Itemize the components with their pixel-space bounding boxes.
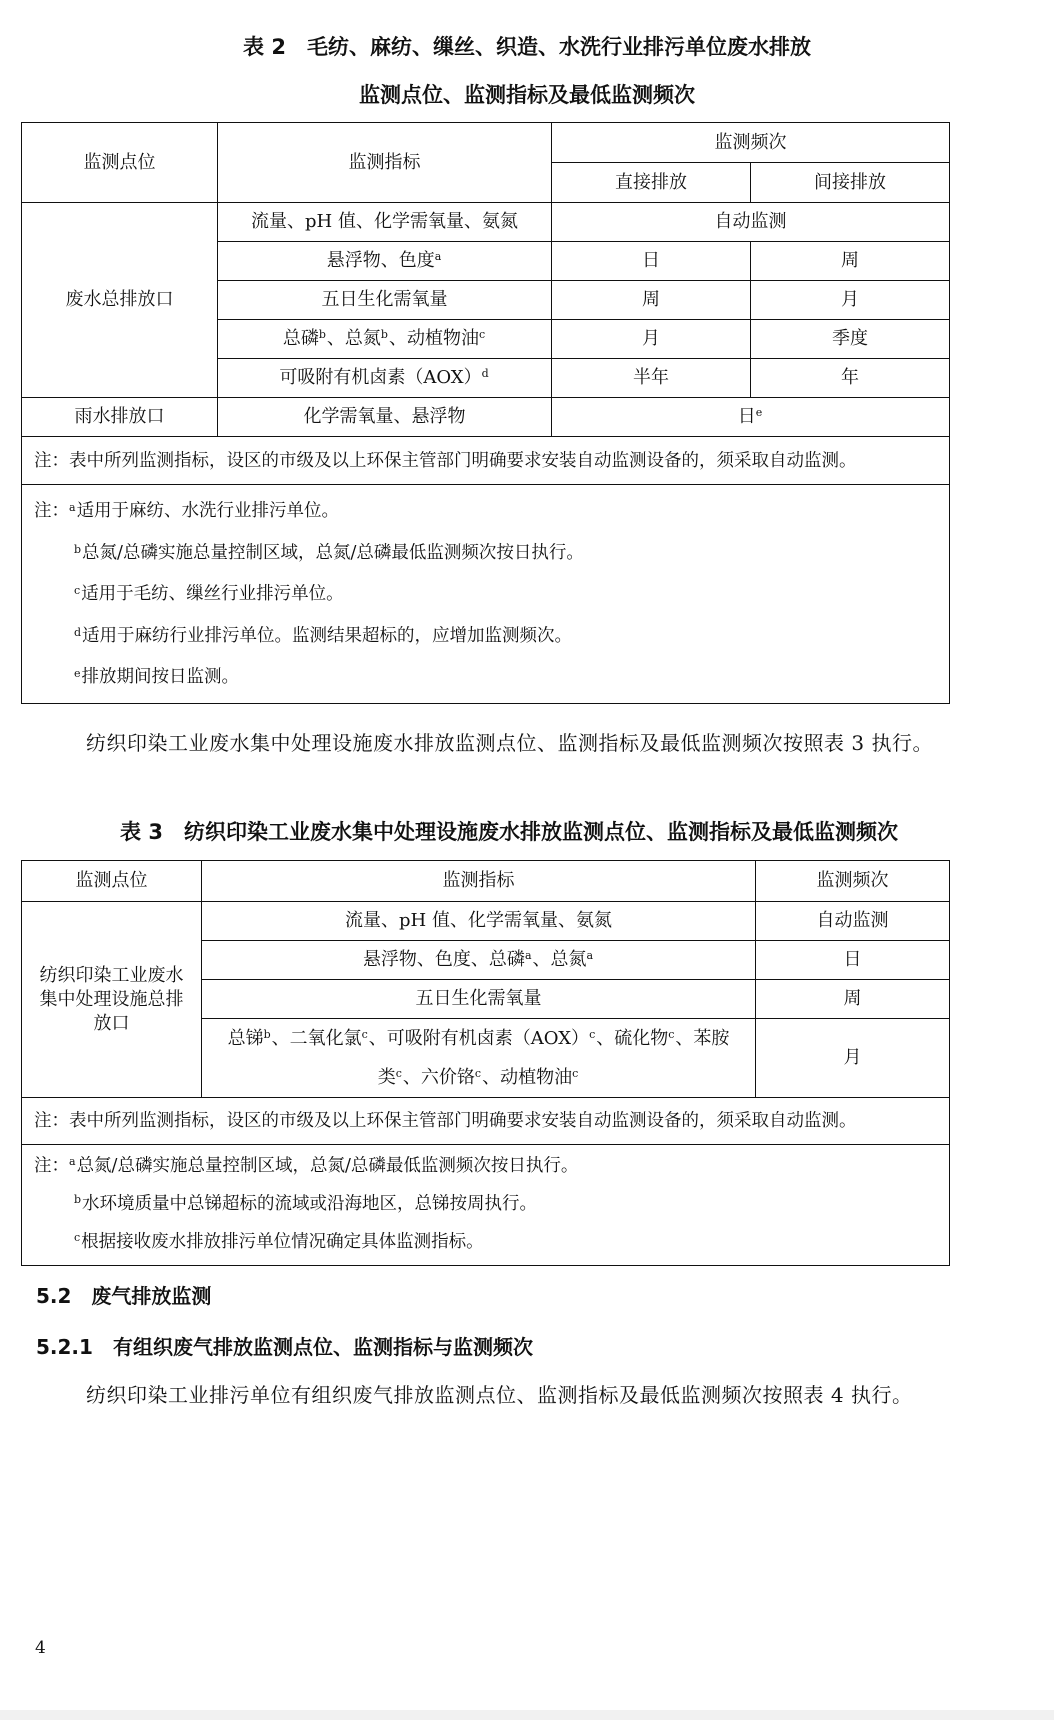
footnote-text: 总氮/总磷实施总量控制区域，总氮/总磷最低监测频次按日执行。 xyxy=(82,542,584,563)
footnote-mark: c xyxy=(478,328,486,341)
table2-frequency-direct: 半年 xyxy=(552,359,751,398)
table-row xyxy=(22,398,950,437)
footnote-mark: c xyxy=(474,1067,482,1080)
page-edge xyxy=(0,1710,1054,1720)
indicator-text: 类 xyxy=(377,1067,396,1088)
footnote-text: 适用于毛纺、缫丝行业排污单位。 xyxy=(81,584,344,604)
table3 xyxy=(21,860,950,1266)
footnote xyxy=(34,533,937,575)
footnote-prefix: 注： xyxy=(34,501,69,521)
table3-indicator: 五日生化需氧量 xyxy=(202,980,756,1019)
footnote-text: 水环境质量中总锑超标的流域或沿海地区，总锑按周执行。 xyxy=(82,1194,538,1214)
footnote-mark: e xyxy=(74,667,81,680)
table3-frequency: 自动监测 xyxy=(756,902,950,941)
frequency-text: 日 xyxy=(737,406,756,427)
table3-header-indicator: 监测指标 xyxy=(202,861,756,902)
indicator-text: 总锑 xyxy=(227,1028,264,1049)
table3-frequency: 周 xyxy=(756,980,950,1019)
indicator-text: 、硫化物 xyxy=(596,1028,669,1049)
indicator-text: 、二氧化氯 xyxy=(271,1028,362,1049)
table2-indicator xyxy=(218,359,552,398)
table2-frequency-merged xyxy=(552,398,950,437)
table2-frequency-direct: 月 xyxy=(552,320,751,359)
indicator-text: 悬浮物、色度、总磷 xyxy=(362,949,525,970)
table2-frequency-indirect: 季度 xyxy=(751,320,950,359)
table2-header-point: 监测点位 xyxy=(22,123,218,203)
table3-indicator xyxy=(202,1019,756,1098)
footnote-mark: d xyxy=(74,625,82,639)
footnote xyxy=(34,491,937,533)
table2-point-outfall: 废水总排放口 xyxy=(22,203,218,398)
table3-indicator: 流量、pH 值、化学需氧量、氨氮 xyxy=(202,902,756,941)
footnote-mark: c xyxy=(668,1028,675,1041)
indicator-line xyxy=(208,1019,749,1058)
table2-note: 注：表中所列监测指标，设区的市级及以上环保主管部门明确要求安装自动监测设备的，须采取自动监测。 xyxy=(22,437,950,485)
table2-frequency-indirect: 月 xyxy=(751,281,950,320)
table2-frequency-merged: 自动监测 xyxy=(552,203,950,242)
indicator-text: 总磷 xyxy=(282,328,319,349)
footnote-prefix: 注： xyxy=(34,1156,69,1176)
table2-header-indicator: 监测指标 xyxy=(218,123,552,203)
indicator-text: 悬浮物、色度 xyxy=(326,250,435,271)
table2-frequency-direct: 周 xyxy=(552,281,751,320)
table3-frequency: 日 xyxy=(756,941,950,980)
table3-footnotes xyxy=(22,1145,950,1266)
footnote-text: 适用于麻纺、水洗行业排污单位。 xyxy=(76,501,340,521)
table-row xyxy=(22,203,950,242)
footnote-mark: a xyxy=(69,1155,76,1168)
table2-indicator: 流量、pH 值、化学需氧量、氨氮 xyxy=(218,203,552,242)
section-5-2-heading: 5.2 废气排放监测 xyxy=(36,1284,212,1308)
indicator-text: 、动植物油 xyxy=(388,328,479,349)
footnote xyxy=(34,1185,937,1223)
footnote-mark: b xyxy=(74,1193,82,1206)
table3-frequency: 月 xyxy=(756,1019,950,1098)
table3-header-frequency: 监测频次 xyxy=(756,861,950,902)
footnote-text: 总氮/总磷实施总量控制区域，总氮/总磷最低监测频次按日执行。 xyxy=(76,1156,579,1176)
footnote-mark: a xyxy=(524,949,532,962)
indicator-text: 可吸附有机卤素（AOX） xyxy=(279,367,482,388)
table3-indicator xyxy=(202,941,756,980)
footnote-text: 适用于麻纺行业排污单位。监测结果超标的，应增加监测频次。 xyxy=(82,625,573,646)
footnote-mark: a xyxy=(69,501,76,514)
footnote-mark: b xyxy=(263,1028,271,1041)
footnote-mark: b xyxy=(380,328,388,341)
footnote-mark: d xyxy=(481,367,489,380)
table2-header-indirect: 间接排放 xyxy=(751,163,950,203)
point-line: 放口 xyxy=(93,1012,130,1034)
table2-header-frequency: 监测频次 xyxy=(552,123,950,163)
footnote-text: 根据接收废水排放排污单位情况确定具体监测指标。 xyxy=(81,1232,484,1252)
table2-indicator xyxy=(218,320,552,359)
table2-frequency-direct: 日 xyxy=(552,242,751,281)
footnote-text: 排放期间按日监测。 xyxy=(81,667,240,687)
footnote xyxy=(34,1223,937,1261)
table2-indicator: 五日生化需氧量 xyxy=(218,281,552,320)
table-row xyxy=(22,902,950,941)
footnote xyxy=(34,1147,937,1185)
footnote xyxy=(34,657,937,699)
point-line: 集中处理设施总排 xyxy=(39,988,184,1010)
footnote-mark: e xyxy=(755,406,763,419)
footnote xyxy=(34,574,937,616)
indicator-text: 、总氮 xyxy=(326,328,381,349)
point-line: 纺织印染工业废水 xyxy=(39,964,184,986)
indicator-text: 、可吸附有机卤素（AOX） xyxy=(368,1028,590,1049)
table3-header-point: 监测点位 xyxy=(22,861,202,902)
page-number: 4 xyxy=(35,1638,46,1658)
footnote-mark: b xyxy=(318,328,326,341)
table3-note: 注：表中所列监测指标，设区的市级及以上环保主管部门明确要求安装自动监测设备的，须采取自动监测。 xyxy=(22,1098,950,1145)
table2-title-line2: 监测点位、监测指标及最低监测频次 xyxy=(359,83,695,107)
footnote-mark: a xyxy=(586,949,594,962)
table2-point-rainwater: 雨水排放口 xyxy=(22,398,218,437)
footnote-mark: b xyxy=(74,542,82,556)
footnote-mark: c xyxy=(395,1067,402,1080)
indicator-text: 、总氮 xyxy=(532,949,587,970)
footnote-mark: c xyxy=(361,1028,368,1041)
table2 xyxy=(21,122,950,704)
table3-title: 表 3 纺织印染工业废水集中处理设施废水排放监测点位、监测指标及最低监测频次 xyxy=(120,820,898,844)
body-paragraph-2: 纺织印染工业排污单位有组织废气排放监测点位、监测指标及最低监测频次按照表 4 执行。 xyxy=(86,1383,913,1407)
table2-header-direct: 直接排放 xyxy=(552,163,751,203)
section-5-2-1-heading: 5.2.1 有组织废气排放监测点位、监测指标与监测频次 xyxy=(36,1335,533,1359)
footnote-mark: c xyxy=(572,1067,579,1080)
table2-frequency-indirect: 年 xyxy=(751,359,950,398)
footnote-mark: c xyxy=(74,584,81,597)
body-paragraph-1: 纺织印染工业废水集中处理设施废水排放监测点位、监测指标及最低监测频次按照表 3 执行。 xyxy=(86,731,933,755)
indicator-text: 、六价铬 xyxy=(402,1067,475,1088)
indicator-text: 、苯胺 xyxy=(675,1028,730,1049)
table3-point xyxy=(22,902,202,1098)
footnote-mark: c xyxy=(589,1028,596,1041)
footnote-mark: c xyxy=(74,1231,81,1244)
table2-title-line1: 表 2 毛纺、麻纺、缫丝、织造、水洗行业排污单位废水排放 xyxy=(243,35,811,59)
table2-footnotes xyxy=(22,485,950,704)
footnote xyxy=(34,616,937,658)
table2-indicator: 化学需氧量、悬浮物 xyxy=(218,398,552,437)
table2-indicator xyxy=(218,242,552,281)
indicator-line xyxy=(208,1058,749,1097)
indicator-text: 、动植物油 xyxy=(482,1067,573,1088)
table2-frequency-indirect: 周 xyxy=(751,242,950,281)
footnote-mark: a xyxy=(434,250,442,263)
